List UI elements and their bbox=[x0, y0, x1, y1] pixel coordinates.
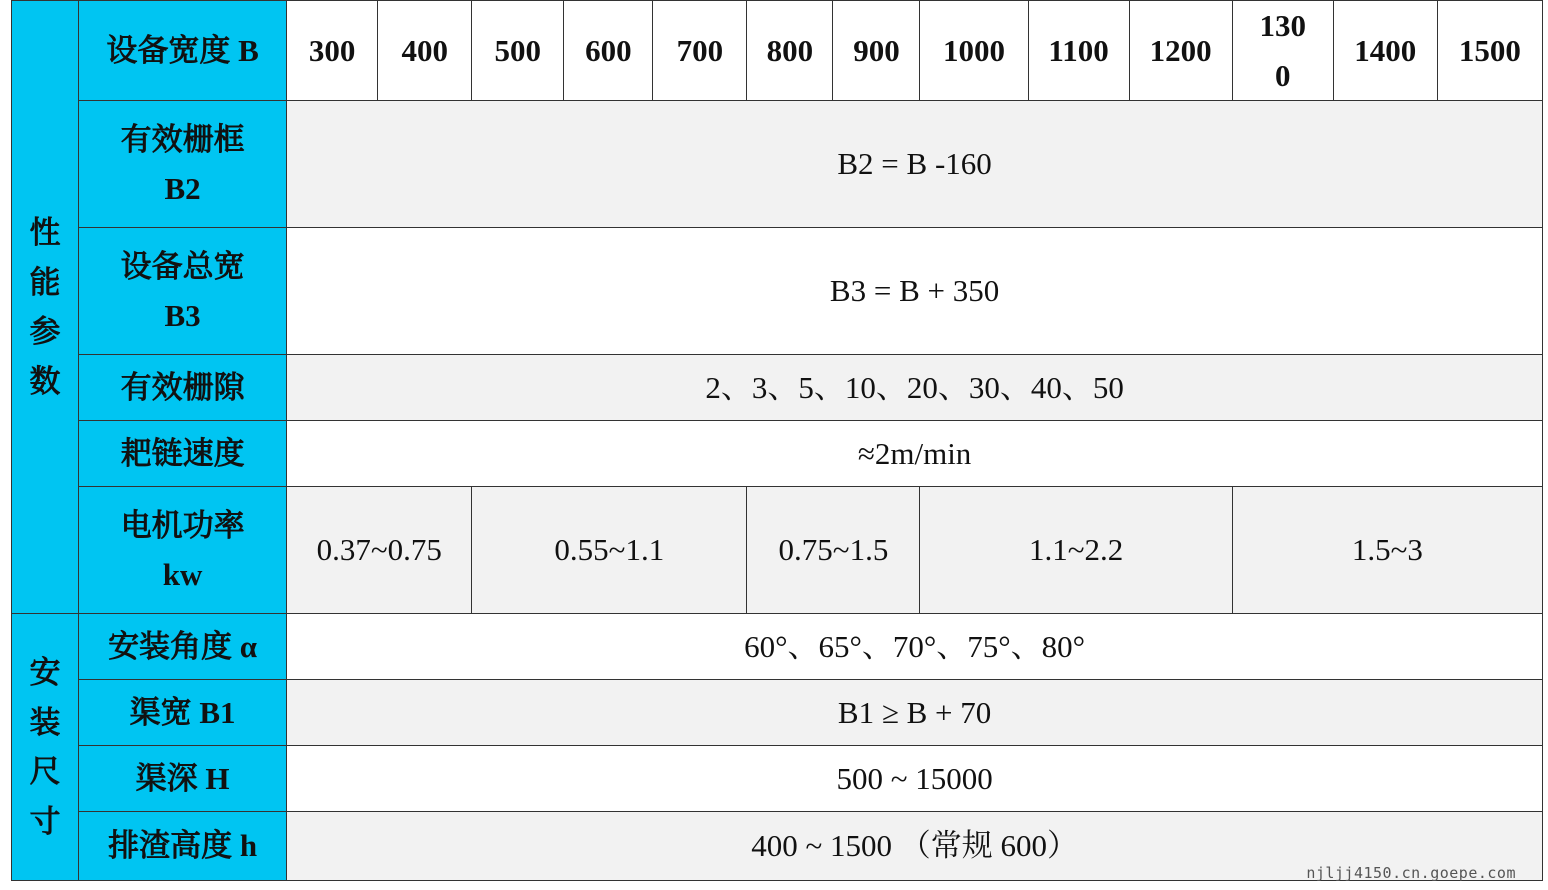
width-value-wrapped bbox=[1232, 1, 1333, 101]
motor-power-value: 1.5~3 bbox=[1232, 487, 1542, 614]
width-value-text: 1300 bbox=[1259, 8, 1306, 93]
width-value: 1400 bbox=[1333, 1, 1437, 101]
grid-frame-label bbox=[79, 101, 287, 228]
motor-power-value: 0.75~1.5 bbox=[747, 487, 920, 614]
label-line: B2 bbox=[164, 171, 201, 207]
rake-speed-label: 耙链速度 bbox=[79, 421, 287, 487]
group-char: 安 bbox=[29, 655, 61, 690]
width-value: 900 bbox=[833, 1, 920, 101]
total-width-label bbox=[79, 228, 287, 355]
spec-table bbox=[11, 0, 1543, 881]
group-char: 数 bbox=[29, 363, 61, 399]
motor-power-row bbox=[12, 487, 1543, 614]
label-line: 电机功率 bbox=[120, 507, 245, 543]
motor-power-label bbox=[79, 487, 287, 614]
width-value: 1100 bbox=[1028, 1, 1129, 101]
channel-depth-label: 渠深 H bbox=[79, 746, 287, 812]
motor-power-value: 0.55~1.1 bbox=[472, 487, 747, 614]
width-value: 1200 bbox=[1129, 1, 1232, 101]
label-line: 设备总宽 bbox=[120, 248, 245, 284]
total-width-row bbox=[12, 228, 1543, 355]
install-angle-label: 安装角度 α bbox=[79, 614, 287, 680]
group-char: 参 bbox=[29, 314, 61, 350]
rake-speed-row bbox=[12, 421, 1543, 487]
grid-gap-label: 有效栅隙 bbox=[79, 355, 287, 421]
group-install bbox=[12, 614, 79, 881]
group-char: 尺 bbox=[29, 754, 61, 790]
width-value: 300 bbox=[287, 1, 378, 101]
discharge-height-label: 排渣高度 h bbox=[79, 812, 287, 881]
group-char: 能 bbox=[29, 264, 61, 300]
width-value: 600 bbox=[564, 1, 653, 101]
motor-power-value: 1.1~2.2 bbox=[920, 487, 1232, 614]
grid-frame-value: B2 = B -160 bbox=[287, 101, 1543, 228]
width-value: 700 bbox=[653, 1, 747, 101]
group-char: 性 bbox=[29, 214, 61, 250]
label-line: B3 bbox=[164, 298, 201, 334]
width-value: 500 bbox=[472, 1, 564, 101]
channel-width-label: 渠宽 B1 bbox=[79, 680, 287, 746]
channel-depth-row bbox=[12, 746, 1543, 812]
install-angle-value: 60°、65°、70°、75°、80° bbox=[287, 614, 1543, 680]
group-performance bbox=[12, 1, 79, 614]
channel-width-row bbox=[12, 680, 1543, 746]
rake-speed-value: ≈2m/min bbox=[287, 421, 1543, 487]
width-value: 800 bbox=[747, 1, 833, 101]
total-width-value: B3 = B + 350 bbox=[287, 228, 1543, 355]
motor-power-value: 0.37~0.75 bbox=[287, 487, 472, 614]
width-label: 设备宽度 B bbox=[79, 1, 287, 101]
group-char: 装 bbox=[29, 704, 61, 740]
install-angle-row bbox=[12, 614, 1543, 680]
channel-width-value: B1 ≥ B + 70 bbox=[287, 680, 1543, 746]
width-value: 1500 bbox=[1437, 1, 1542, 101]
group-char: 寸 bbox=[29, 803, 61, 839]
width-row bbox=[12, 1, 1543, 101]
width-value: 1000 bbox=[920, 1, 1028, 101]
label-line: 有效栅框 bbox=[120, 121, 245, 157]
label-line: kw bbox=[162, 557, 203, 593]
watermark-text: njljj4150.cn.goepe.com bbox=[1306, 864, 1516, 882]
width-value: 400 bbox=[378, 1, 472, 101]
grid-gap-value: 2、3、5、10、20、30、40、50 bbox=[287, 355, 1543, 421]
grid-frame-row bbox=[12, 101, 1543, 228]
discharge-height-value: 400 ~ 1500 （常规 600） bbox=[287, 812, 1543, 881]
grid-gap-row bbox=[12, 355, 1543, 421]
channel-depth-value: 500 ~ 15000 bbox=[287, 746, 1543, 812]
